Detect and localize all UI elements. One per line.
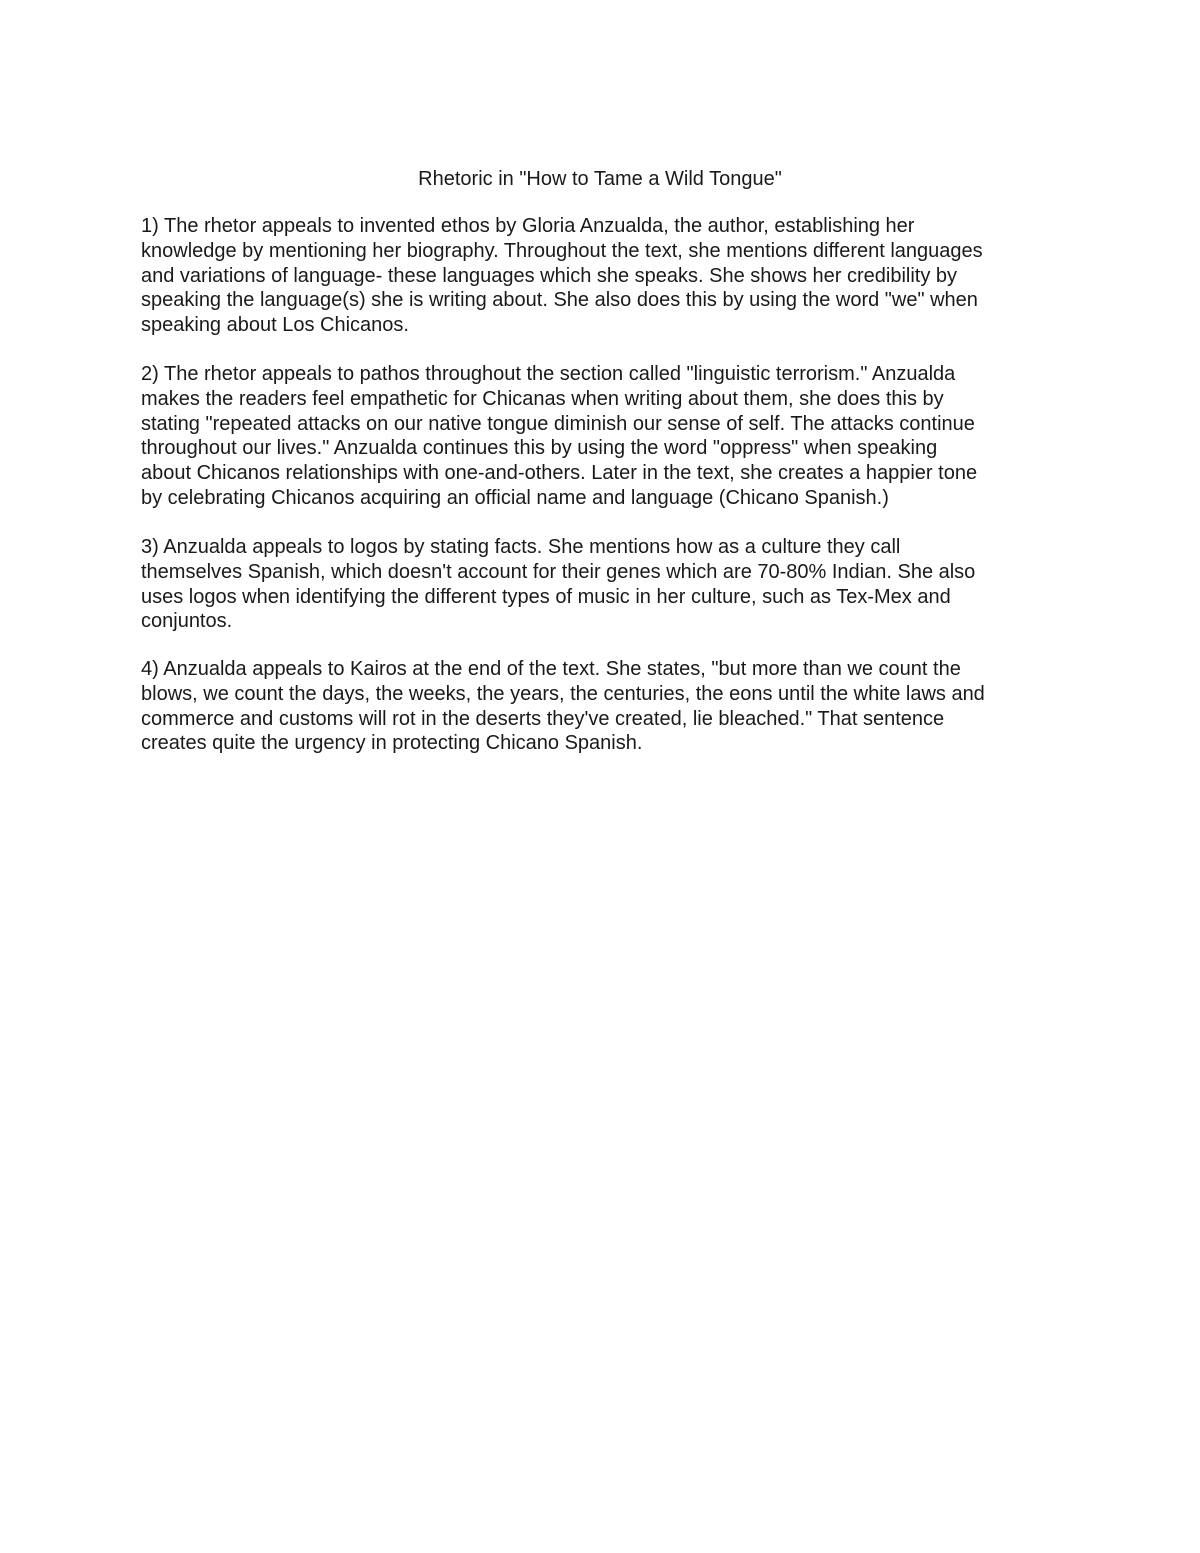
paragraph-ethos: 1) The rhetor appeals to invented ethos by Gloria Anzualda, the author, establishing her knowledge by mentioning her biography. Throughout the text, she mentions different languages and variations of language- these languages which she speaks. She shows her credibility by speaking the language(s) she is writing about. She also does this by using the word "we" when speaking about Los Chicanos. — [141, 215, 983, 337]
paragraph-logos: 3) Anzualda appeals to logos by stating facts. She mentions how as a culture they call themselves Spanish, which doesn't account for their genes which are 70-80% Indian. She also uses logos when identifying the different types of music in her culture, such as Tex-Mex and conjuntos. — [141, 536, 976, 633]
paragraph-pathos: 2) The rhetor appeals to pathos throughout the section called "linguistic terrorism." Anzualda makes the readers feel empathetic for Chicanas when writing about them, she does this by stating "repeated attacks on our native tongue diminish our sense of self. The attacks continue throughout our lives." Anzualda continues this by using the word "oppress" when speaking about Chicanos relationships with one-and-others. Later in the text, she creates a happier tone by celebrating Chicanos acquiring an official name and language (Chicano Spanish.) — [141, 363, 978, 509]
paragraph-kairos: 4) Anzualda appeals to Kairos at the end of the text. She states, "but more than we count the blows, we count the days, the weeks, the years, the centuries, the eons until the white laws and commerce and customs will rot in the deserts they've created, lie bleached." That sentence creates quite the urgency in protecting Chicano Spanish. — [141, 658, 985, 755]
document-title: Rhetoric in "How to Tame a Wild Tongue" — [418, 168, 782, 190]
